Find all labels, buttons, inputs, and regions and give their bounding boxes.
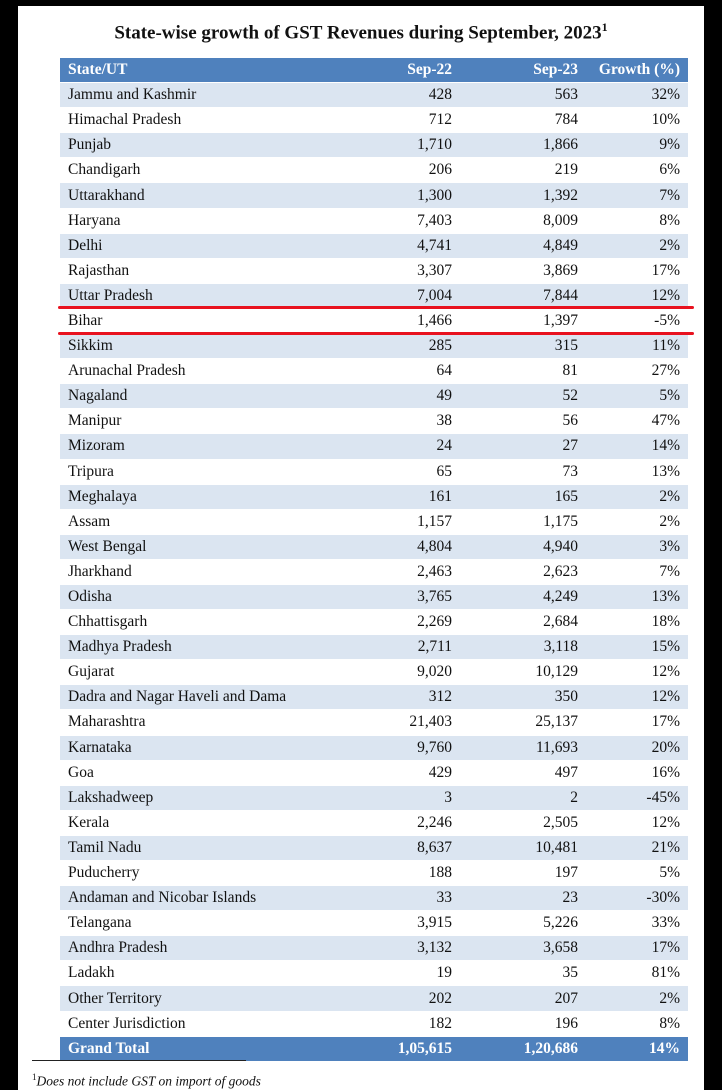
table-row — [60, 886, 688, 911]
state-cell: Gujarat — [60, 660, 348, 685]
footnote-text: Does not include GST on import of goods — [36, 1073, 261, 1089]
growth-cell: 15% — [586, 635, 688, 660]
sep23-cell: 197 — [460, 861, 586, 886]
header-growth: Growth (%) — [586, 58, 688, 83]
sep22-cell: 3,132 — [348, 936, 460, 961]
growth-cell: 81% — [586, 961, 688, 986]
table-row — [60, 233, 688, 258]
state-cell: Assam — [60, 509, 348, 534]
header-state: State/UT — [60, 58, 348, 83]
table-row — [60, 409, 688, 434]
growth-cell: 2% — [586, 233, 688, 258]
table-row — [60, 710, 688, 735]
state-cell: Madhya Pradesh — [60, 635, 348, 660]
table-header-row — [60, 58, 688, 83]
highlight-underline — [58, 332, 694, 335]
sep23-cell: 207 — [460, 986, 586, 1011]
sep23-cell: 10,481 — [460, 835, 586, 860]
state-cell: Punjab — [60, 133, 348, 158]
sep22-cell: 4,741 — [348, 233, 460, 258]
sep22-cell: 7,403 — [348, 208, 460, 233]
sep22-cell: 161 — [348, 484, 460, 509]
table-row — [60, 484, 688, 509]
state-cell: Other Territory — [60, 986, 348, 1011]
sep22-cell: 206 — [348, 158, 460, 183]
growth-cell: 5% — [586, 861, 688, 886]
state-cell: Kerala — [60, 810, 348, 835]
sep23-cell: 196 — [460, 1011, 586, 1036]
sep23-cell: 2 — [460, 785, 586, 810]
table-row — [60, 334, 688, 359]
growth-cell: 5% — [586, 384, 688, 409]
growth-cell: -5% — [586, 308, 688, 333]
table-row — [60, 509, 688, 534]
sep22-cell: 2,246 — [348, 810, 460, 835]
growth-cell: 10% — [586, 108, 688, 133]
sep22-cell: 24 — [348, 434, 460, 459]
state-cell: Nagaland — [60, 384, 348, 409]
growth-cell: 11% — [586, 334, 688, 359]
state-cell: Rajasthan — [60, 258, 348, 283]
sep22-cell: 3 — [348, 785, 460, 810]
sep22-cell: 3,765 — [348, 584, 460, 609]
sep23-cell: 1,866 — [460, 133, 586, 158]
total-label: Grand Total — [60, 1036, 348, 1061]
sep22-cell: 9,020 — [348, 660, 460, 685]
sep23-cell: 219 — [460, 158, 586, 183]
table-row — [60, 635, 688, 660]
sep23-cell: 2,684 — [460, 610, 586, 635]
table-row — [60, 459, 688, 484]
growth-cell: 2% — [586, 986, 688, 1011]
sep23-cell: 23 — [460, 886, 586, 911]
sep23-cell: 10,129 — [460, 660, 586, 685]
growth-cell: 20% — [586, 735, 688, 760]
sep23-cell: 81 — [460, 359, 586, 384]
table-row — [60, 936, 688, 961]
table-row — [60, 359, 688, 384]
growth-cell: 27% — [586, 359, 688, 384]
total-sep22: 1,05,615 — [348, 1036, 460, 1061]
growth-cell: 12% — [586, 810, 688, 835]
state-cell: Uttar Pradesh — [60, 283, 348, 308]
state-cell: Ladakh — [60, 961, 348, 986]
gst-revenue-table — [60, 58, 688, 1062]
sep23-cell: 497 — [460, 760, 586, 785]
state-cell: Jammu and Kashmir — [60, 83, 348, 108]
state-cell: Tamil Nadu — [60, 835, 348, 860]
state-cell: Odisha — [60, 584, 348, 609]
growth-cell: 2% — [586, 509, 688, 534]
sep22-cell: 182 — [348, 1011, 460, 1036]
growth-cell: 12% — [586, 685, 688, 710]
growth-cell: 13% — [586, 584, 688, 609]
sep22-cell: 285 — [348, 334, 460, 359]
growth-cell: 14% — [586, 434, 688, 459]
title-footnote-marker: 1 — [601, 20, 608, 34]
sep23-cell: 563 — [460, 83, 586, 108]
table-row — [60, 384, 688, 409]
footnote — [32, 1072, 261, 1090]
sep22-cell: 202 — [348, 986, 460, 1011]
table-row — [60, 183, 688, 208]
sep22-cell: 38 — [348, 409, 460, 434]
sep23-cell: 11,693 — [460, 735, 586, 760]
document-page — [18, 6, 704, 1090]
sep23-cell: 27 — [460, 434, 586, 459]
growth-cell: 6% — [586, 158, 688, 183]
table-row — [60, 961, 688, 986]
sep22-cell: 1,710 — [348, 133, 460, 158]
sep23-cell: 4,940 — [460, 534, 586, 559]
sep23-cell: 3,118 — [460, 635, 586, 660]
growth-cell: 12% — [586, 283, 688, 308]
table-row — [60, 258, 688, 283]
state-cell: Andhra Pradesh — [60, 936, 348, 961]
table-row — [60, 108, 688, 133]
growth-cell: 17% — [586, 258, 688, 283]
table-row — [60, 735, 688, 760]
table-row — [60, 158, 688, 183]
sep22-cell: 9,760 — [348, 735, 460, 760]
table-row — [60, 434, 688, 459]
growth-cell: 13% — [586, 459, 688, 484]
state-cell: Haryana — [60, 208, 348, 233]
sep23-cell: 1,392 — [460, 183, 586, 208]
sep23-cell: 25,137 — [460, 710, 586, 735]
state-cell: Arunachal Pradesh — [60, 359, 348, 384]
table-row — [60, 83, 688, 108]
footnote-marker: 1 — [32, 1072, 37, 1082]
state-cell: Uttarakhand — [60, 183, 348, 208]
sep22-cell: 7,004 — [348, 283, 460, 308]
table-row — [60, 835, 688, 860]
sep22-cell: 2,711 — [348, 635, 460, 660]
table-row — [60, 283, 688, 308]
sep22-cell: 65 — [348, 459, 460, 484]
sep22-cell: 429 — [348, 760, 460, 785]
growth-cell: -45% — [586, 785, 688, 810]
sep23-cell: 315 — [460, 334, 586, 359]
sep23-cell: 8,009 — [460, 208, 586, 233]
state-cell: Chhattisgarh — [60, 610, 348, 635]
state-cell: Delhi — [60, 233, 348, 258]
growth-cell: 8% — [586, 208, 688, 233]
footnote-rule — [32, 1060, 246, 1061]
growth-cell: 17% — [586, 710, 688, 735]
sep23-cell: 2,623 — [460, 559, 586, 584]
sep23-cell: 52 — [460, 384, 586, 409]
sep23-cell: 1,397 — [460, 308, 586, 333]
state-cell: Andaman and Nicobar Islands — [60, 886, 348, 911]
table-row — [60, 760, 688, 785]
sep23-cell: 7,844 — [460, 283, 586, 308]
growth-cell: 3% — [586, 534, 688, 559]
table-row — [60, 810, 688, 835]
sep23-cell: 350 — [460, 685, 586, 710]
sep22-cell: 3,307 — [348, 258, 460, 283]
header-sep22: Sep-22 — [348, 58, 460, 83]
highlight-underline — [58, 306, 694, 309]
table-body — [60, 83, 688, 1037]
sep23-cell: 2,505 — [460, 810, 586, 835]
state-cell: Goa — [60, 760, 348, 785]
table-row — [60, 685, 688, 710]
growth-cell: 21% — [586, 835, 688, 860]
sep22-cell: 64 — [348, 359, 460, 384]
growth-cell: 18% — [586, 610, 688, 635]
sep22-cell: 712 — [348, 108, 460, 133]
growth-cell: 12% — [586, 660, 688, 685]
sep23-cell: 784 — [460, 108, 586, 133]
growth-cell: 17% — [586, 936, 688, 961]
state-cell: Maharashtra — [60, 710, 348, 735]
state-cell: Karnataka — [60, 735, 348, 760]
header-sep23: Sep-23 — [460, 58, 586, 83]
table-row — [60, 534, 688, 559]
sep22-cell: 21,403 — [348, 710, 460, 735]
state-cell: Manipur — [60, 409, 348, 434]
sep22-cell: 4,804 — [348, 534, 460, 559]
state-cell: Sikkim — [60, 334, 348, 359]
sep23-cell: 56 — [460, 409, 586, 434]
growth-cell: 32% — [586, 83, 688, 108]
sep22-cell: 188 — [348, 861, 460, 886]
grand-total-row — [60, 1036, 688, 1061]
table-row — [60, 911, 688, 936]
state-cell: Dadra and Nagar Haveli and Dama — [60, 685, 348, 710]
sep23-cell: 35 — [460, 961, 586, 986]
sep22-cell: 19 — [348, 961, 460, 986]
sep22-cell: 1,300 — [348, 183, 460, 208]
state-cell: Telangana — [60, 911, 348, 936]
growth-cell: 7% — [586, 183, 688, 208]
state-cell: Lakshadweep — [60, 785, 348, 810]
table-row — [60, 584, 688, 609]
table-row — [60, 1011, 688, 1036]
growth-cell: 16% — [586, 760, 688, 785]
table-row — [60, 208, 688, 233]
state-cell: Center Jurisdiction — [60, 1011, 348, 1036]
state-cell: Bihar — [60, 308, 348, 333]
growth-cell: 9% — [586, 133, 688, 158]
sep23-cell: 3,869 — [460, 258, 586, 283]
sep23-cell: 1,175 — [460, 509, 586, 534]
state-cell: Tripura — [60, 459, 348, 484]
sep22-cell: 312 — [348, 685, 460, 710]
growth-cell: 33% — [586, 911, 688, 936]
sep23-cell: 5,226 — [460, 911, 586, 936]
table-row — [60, 610, 688, 635]
sep23-cell: 3,658 — [460, 936, 586, 961]
sep23-cell: 73 — [460, 459, 586, 484]
growth-cell: 7% — [586, 559, 688, 584]
growth-cell: -30% — [586, 886, 688, 911]
table-row — [60, 133, 688, 158]
sep22-cell: 1,466 — [348, 308, 460, 333]
sep22-cell: 49 — [348, 384, 460, 409]
sep22-cell: 2,463 — [348, 559, 460, 584]
state-cell: Mizoram — [60, 434, 348, 459]
growth-cell: 47% — [586, 409, 688, 434]
sep22-cell: 1,157 — [348, 509, 460, 534]
sep23-cell: 165 — [460, 484, 586, 509]
page-title — [18, 20, 704, 44]
state-cell: West Bengal — [60, 534, 348, 559]
table-row — [60, 308, 688, 333]
title-text: State-wise growth of GST Revenues during September, 2023 — [114, 22, 602, 44]
sep22-cell: 2,269 — [348, 610, 460, 635]
state-cell: Chandigarh — [60, 158, 348, 183]
sep23-cell: 4,249 — [460, 584, 586, 609]
sep22-cell: 3,915 — [348, 911, 460, 936]
growth-cell: 2% — [586, 484, 688, 509]
state-cell: Himachal Pradesh — [60, 108, 348, 133]
sep22-cell: 428 — [348, 83, 460, 108]
sep22-cell: 8,637 — [348, 835, 460, 860]
table-row — [60, 861, 688, 886]
sep22-cell: 33 — [348, 886, 460, 911]
total-growth: 14% — [586, 1036, 688, 1061]
table-row — [60, 986, 688, 1011]
table-row — [60, 559, 688, 584]
state-cell: Puducherry — [60, 861, 348, 886]
table-row — [60, 785, 688, 810]
sep23-cell: 4,849 — [460, 233, 586, 258]
total-sep23: 1,20,686 — [460, 1036, 586, 1061]
state-cell: Meghalaya — [60, 484, 348, 509]
table-row — [60, 660, 688, 685]
state-cell: Jharkhand — [60, 559, 348, 584]
growth-cell: 8% — [586, 1011, 688, 1036]
